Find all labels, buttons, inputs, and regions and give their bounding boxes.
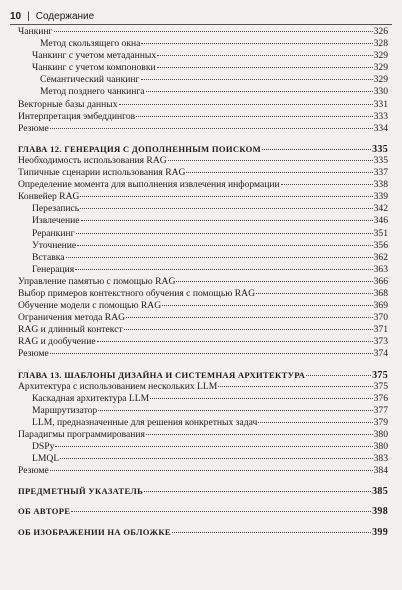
- toc-entry-page: 331: [373, 98, 388, 110]
- dot-leader: [176, 281, 372, 282]
- toc-entry: [18, 228, 388, 240]
- toc-entry: [18, 336, 388, 348]
- dot-leader: [77, 245, 372, 246]
- toc-entry-title: Архитектура с использованием нескольких LLM: [18, 380, 218, 392]
- toc-entry: [18, 264, 388, 276]
- dot-leader: [71, 511, 371, 512]
- toc-entry: [18, 155, 388, 167]
- section-gap: [18, 518, 388, 526]
- toc-entry: [18, 441, 388, 453]
- toc-entry-title: Парадигмы программирования: [18, 429, 145, 440]
- dot-leader: [76, 233, 373, 234]
- backmatter-entry: [18, 505, 388, 517]
- toc-entry: [18, 312, 388, 324]
- toc-entry: [18, 99, 388, 111]
- dot-leader: [146, 434, 373, 435]
- toc-entry: [18, 453, 388, 465]
- dot-leader: [162, 305, 372, 306]
- toc-entry: [18, 429, 388, 441]
- toc-entry-page: 363: [373, 263, 388, 275]
- toc-entry-page: 338: [373, 179, 388, 191]
- backmatter-entry: [18, 526, 388, 538]
- toc-entry: [18, 167, 388, 179]
- dot-leader: [186, 172, 372, 173]
- dot-leader: [262, 149, 371, 150]
- toc-entry-title: Конвейер RAG: [18, 191, 80, 203]
- toc-entry: [18, 465, 388, 477]
- dot-leader: [144, 491, 371, 492]
- dot-leader: [136, 116, 372, 117]
- toc-entry: [18, 74, 388, 86]
- toc-entry-title: LLM, предназначенные для решения конкретных задач: [32, 416, 258, 428]
- dot-leader: [98, 410, 372, 411]
- running-title: Содержание: [35, 11, 95, 22]
- toc-entry: [18, 348, 388, 360]
- toc-entry-title: Метод позднего чанкинга: [40, 86, 145, 98]
- toc-entry-page: 373: [373, 336, 388, 348]
- section-gap: [18, 477, 388, 485]
- toc-entry-page: 368: [373, 287, 388, 299]
- toc-entry: [18, 252, 388, 264]
- toc-entry-page: 375: [372, 369, 388, 381]
- toc-entry: [18, 50, 388, 62]
- toc-entry-title: Реранкинг: [32, 227, 75, 239]
- toc-entry-title: Маршрутизатор: [32, 404, 98, 416]
- toc-entry-page: 369: [373, 300, 388, 312]
- toc-entry-page: 330: [373, 86, 388, 98]
- toc-entry: [18, 191, 388, 203]
- toc-entry-page: 370: [373, 312, 388, 324]
- toc-entry-title: Выбор примеров контекстного обучения с помощью RAG: [18, 287, 256, 299]
- page-number: 10: [10, 11, 22, 22]
- dot-leader: [55, 446, 372, 447]
- toc-entry-page: 342: [373, 203, 388, 215]
- toc-entry-title: Перезапись: [32, 203, 80, 215]
- dot-leader: [141, 43, 372, 44]
- toc-entry-page: 374: [373, 348, 388, 360]
- toc-entry: [18, 86, 388, 98]
- toc-entry-title: RAG и дообучение: [18, 336, 96, 348]
- toc-entry-title: Резюме: [18, 122, 49, 134]
- toc-entry-page: 375: [373, 380, 388, 392]
- dot-leader: [157, 55, 372, 56]
- toc-entry-page: 339: [373, 191, 388, 203]
- toc-entry-page: 380: [373, 429, 388, 440]
- backmatter-entry: [18, 485, 388, 497]
- page-header: [10, 4, 392, 25]
- toc-entry-title: ОБ ИЗОБРАЖЕНИИ НА ОБЛОЖКЕ: [18, 526, 171, 537]
- toc-entry-title: Типичные сценарии использования RAG: [18, 167, 186, 179]
- toc-entry-title: Извлечение: [32, 215, 80, 227]
- dot-leader: [150, 398, 372, 399]
- toc-entry-page: 380: [373, 441, 388, 453]
- toc-entry-title: Уточнение: [32, 239, 77, 251]
- dot-leader: [146, 91, 373, 92]
- toc-entry: [18, 62, 388, 74]
- toc-entry-page: 356: [373, 239, 388, 251]
- toc-entry: [18, 393, 388, 405]
- toc-entry: [18, 381, 388, 393]
- dot-leader: [126, 317, 373, 318]
- toc-entry-title: RAG и длинный контекст: [18, 324, 123, 336]
- dot-leader: [50, 128, 373, 129]
- toc-entry: [18, 288, 388, 300]
- chapter-heading: [18, 369, 388, 381]
- toc-entry-page: 377: [373, 404, 388, 416]
- toc-entry-title: Вставка: [32, 251, 65, 263]
- dot-leader: [50, 353, 373, 354]
- dot-leader: [80, 208, 372, 209]
- toc-entry-page: 362: [373, 251, 388, 263]
- toc-entry-title: ГЛАВА 12. ГЕНЕРАЦИЯ С ДОПОЛНЕННЫМ ПОИСКОМ: [18, 143, 262, 154]
- toc-entry-title: Ограничения метода RAG: [18, 312, 126, 324]
- toc-entry: [18, 240, 388, 252]
- dot-leader: [119, 104, 373, 105]
- dot-leader: [66, 257, 373, 258]
- dot-leader: [75, 269, 372, 270]
- dot-leader: [168, 160, 373, 161]
- toc-entry-page: 346: [373, 215, 388, 227]
- toc-entry-page: 335: [372, 143, 388, 155]
- dot-leader: [141, 79, 373, 80]
- toc-entry: [18, 300, 388, 312]
- toc-entry-title: Управление памятью с помощью RAG: [18, 275, 176, 287]
- toc-entry: [18, 276, 388, 288]
- toc-entry-page: 351: [373, 227, 388, 239]
- toc-entry-title: Резюме: [18, 465, 49, 477]
- toc-entry-title: ГЛАВА 13. ШАБЛОНЫ ДИЗАЙНА И СИСТЕМНАЯ АРХИТЕКТУРА: [18, 369, 306, 380]
- dot-leader: [81, 220, 373, 221]
- toc-entry-page: 398: [372, 506, 388, 518]
- toc-entry: [18, 215, 388, 227]
- toc-entry-title: Каскадная архитектура LLM: [32, 392, 150, 404]
- toc-entry-page: 328: [373, 38, 388, 50]
- toc-entry: [18, 324, 388, 336]
- toc-entry-page: 329: [373, 74, 388, 86]
- toc-entry-title: Чанкинг с учетом метаданных: [32, 50, 157, 62]
- toc-entry-page: 329: [373, 50, 388, 62]
- toc-entry-title: Резюме: [18, 348, 49, 360]
- dot-leader: [50, 470, 373, 471]
- toc-entry-title: DSPy: [32, 441, 55, 453]
- toc-entry-title: Чанкинг с учетом компоновки: [32, 62, 156, 74]
- dot-leader: [97, 341, 373, 342]
- toc-entry-page: 379: [373, 416, 388, 428]
- dot-leader: [157, 67, 373, 68]
- toc-entry-page: 333: [373, 110, 388, 122]
- toc-entry-page: 399: [372, 526, 388, 538]
- dot-leader: [54, 31, 373, 32]
- toc-entry: [18, 26, 388, 38]
- section-gap: [18, 497, 388, 505]
- dot-leader: [60, 458, 372, 459]
- toc-entry-page: 385: [372, 486, 388, 498]
- toc-entry-page: 337: [373, 167, 388, 179]
- toc-entry-title: Необходимость использования RAG: [18, 154, 167, 166]
- toc-entry: [18, 203, 388, 215]
- dot-leader: [124, 329, 373, 330]
- toc-entry: [18, 38, 388, 50]
- toc-entry-page: 366: [373, 275, 388, 287]
- toc-entry-page: 371: [373, 324, 388, 336]
- toc-entry: [18, 405, 388, 417]
- toc-entry-page: 384: [373, 465, 388, 477]
- toc-entry-page: 335: [373, 154, 388, 166]
- toc-entry: [18, 417, 388, 429]
- toc-entry-title: Метод скользящего окна: [40, 38, 141, 50]
- toc-entry-title: Генерация: [32, 263, 75, 275]
- toc-entry-title: Чанкинг: [18, 26, 53, 37]
- toc-entry-title: LMQL: [32, 453, 60, 465]
- toc-entry-title: ОБ АВТОРЕ: [18, 506, 71, 517]
- toc-entry-page: 329: [373, 62, 388, 74]
- toc-entry-title: ПРЕДМЕТНЫЙ УКАЗАТЕЛЬ: [18, 486, 144, 497]
- toc-entry: [18, 123, 388, 135]
- header-separator: |: [27, 11, 30, 22]
- toc-entry-title: Интерпретация эмбеддингов: [18, 110, 136, 122]
- toc-entry: [18, 179, 388, 191]
- toc-entry-title: Векторные базы данных: [18, 98, 118, 110]
- dot-leader: [172, 532, 371, 533]
- dot-leader: [256, 293, 373, 294]
- toc-entry-title: Определение момента для выполнения извлечения информации: [18, 179, 280, 191]
- toc-entry-page: 326: [373, 26, 388, 37]
- toc-entry-page: 383: [373, 453, 388, 465]
- dot-leader: [218, 386, 372, 387]
- toc-entry-page: 334: [373, 122, 388, 134]
- toc-entry-title: Семантический чанкинг: [40, 74, 140, 86]
- toc-entry-page: 376: [373, 392, 388, 404]
- dot-leader: [80, 196, 372, 197]
- dot-leader: [306, 375, 371, 376]
- toc-entry: [18, 111, 388, 123]
- toc-entry-title: Обучение модели с помощью RAG: [18, 300, 162, 312]
- chapter-heading: [18, 143, 388, 155]
- dot-leader: [258, 422, 372, 423]
- dot-leader: [281, 184, 373, 185]
- table-of-contents: [18, 26, 388, 538]
